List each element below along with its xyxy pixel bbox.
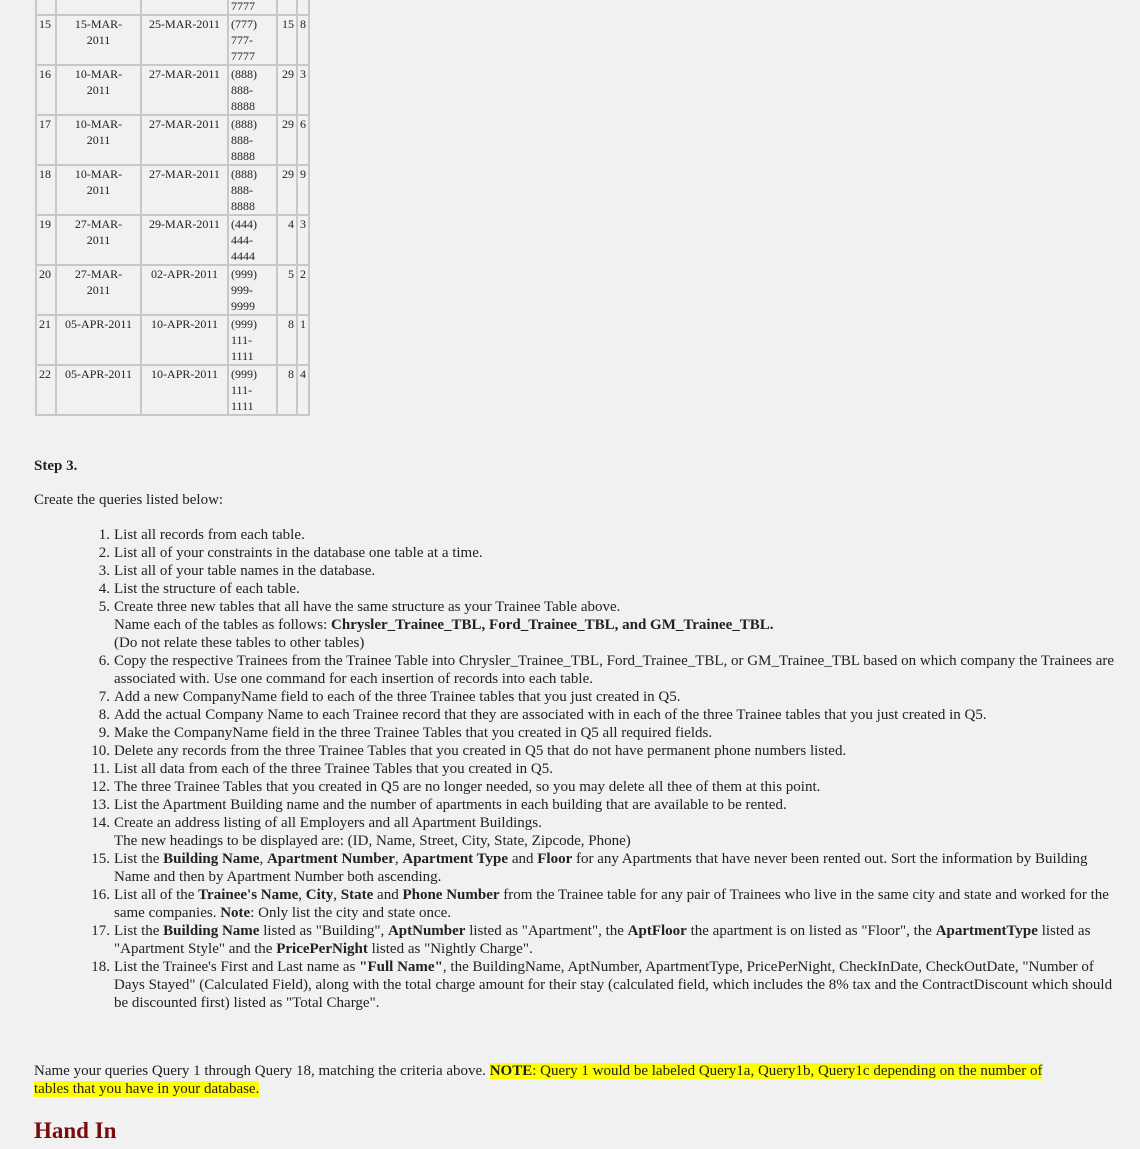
query-text: List the Trainee's First and Last name as "Full Name", the BuildingName, AptNumber, ApartmentType, PricePerNight, CheckInDate, CheckOutDate, "Number of Days Stayed" (Calculated Field), along with the total charge amount for their stay (calculated field, which includes the 8% tax and the ContractDiscount which should be discounted first) listed as "Total Charge".	[114, 959, 1113, 1011]
query-text: List all of the Trainee's Name, City, State and Phone Number from the Trainee table for any pair of Trainees who live in the same city and state and worked for the same companies. Note: Only list the city and state once.	[114, 887, 1109, 921]
table-row	[36, 165, 309, 215]
query-number: 16.	[91, 887, 110, 903]
table-cell-end	[141, 0, 228, 15]
table-cell-n1	[277, 0, 297, 15]
naming-instructions	[34, 1062, 1044, 1098]
table-cell-n2	[297, 0, 309, 15]
query-item	[98, 688, 1124, 706]
query-item	[98, 544, 1124, 562]
query-number: 15.	[91, 851, 110, 867]
table-cell-n2: 1	[297, 315, 309, 365]
table-cell-end: 25-MAR-2011	[141, 15, 228, 65]
table-cell-start: 27-MAR- 2011	[56, 265, 141, 315]
table-cell-phone: (888) 888- 8888	[228, 115, 277, 165]
query-text: Copy the respective Trainees from the Trainee Table into Chrysler_Trainee_TBL, Ford_Trainee_TBL, or GM_Trainee_TBL based on which company the Trainees are associated with. Use one command for each insertion of records into each table.	[114, 653, 1115, 687]
table-cell-n1: 8	[277, 315, 297, 365]
table-row	[36, 15, 309, 65]
query-text: List the structure of each table.	[114, 581, 300, 597]
query-number: 14.	[91, 815, 110, 831]
query-item	[98, 598, 1124, 652]
query-item	[91, 850, 1124, 886]
table-cell-id: 19	[36, 215, 56, 265]
table-cell-start: 05-APR-2011	[56, 365, 141, 415]
table-cell-n2: 3	[297, 65, 309, 115]
query-number: 3.	[98, 563, 110, 579]
table-row	[36, 315, 309, 365]
query-text: Create three new tables that all have the same structure as your Trainee Table above. Name each of the tables as follows: Chrysler_Trainee_TBL, Ford_Trainee_TBL, and GM_Trainee_TBL. (Do not relate these tables to other tables)	[114, 599, 774, 651]
table-cell-id: 20	[36, 265, 56, 315]
query-number: 8.	[98, 707, 110, 723]
table-cell-phone: (777) 777- 7777	[228, 15, 277, 65]
query-text: List all of your constraints in the database one table at a time.	[114, 545, 483, 561]
table-cell-n2: 9	[297, 165, 309, 215]
table-cell-id	[36, 0, 56, 15]
table-cell-phone: (999) 999- 9999	[228, 265, 277, 315]
query-number: 18.	[91, 959, 110, 975]
query-number: 12.	[91, 779, 110, 795]
table-cell-start: 27-MAR- 2011	[56, 215, 141, 265]
naming-prefix: Name your queries Query 1 through Query 18, matching the criteria above.	[34, 1063, 490, 1079]
table-cell-n1: 5	[277, 265, 297, 315]
query-text: The three Trainee Tables that you created in Q5 are no longer needed, so you may delete all thee of them at this point.	[114, 779, 821, 795]
query-number: 6.	[98, 653, 110, 669]
query-text: Add a new CompanyName field to each of the three Trainee tables that you just created in Q5.	[114, 689, 681, 705]
table-row	[36, 365, 309, 415]
query-item	[91, 958, 1124, 1012]
query-text: Create an address listing of all Employers and all Apartment Buildings. The new headings to be displayed are: (ID, Name, Street, City, State, Zipcode, Phone)	[114, 815, 631, 849]
query-item	[91, 922, 1124, 958]
table-cell-start: 05-APR-2011	[56, 315, 141, 365]
table-cell-end: 10-APR-2011	[141, 315, 228, 365]
table-cell-start	[56, 0, 141, 15]
table-cell-phone: (888) 888- 8888	[228, 165, 277, 215]
trainee-stay-table-wrapper	[35, 0, 310, 416]
table-cell-end: 10-APR-2011	[141, 365, 228, 415]
query-item	[98, 526, 1124, 544]
query-number: 17.	[91, 923, 110, 939]
query-item	[91, 760, 1124, 778]
query-item	[91, 814, 1124, 850]
table-cell-id: 21	[36, 315, 56, 365]
query-number: 10.	[91, 743, 110, 759]
query-number: 2.	[98, 545, 110, 561]
query-item	[98, 580, 1124, 598]
table-cell-end: 02-APR-2011	[141, 265, 228, 315]
trainee-stay-table	[35, 0, 310, 416]
query-text: Add the actual Company Name to each Trainee record that they are associated with in each of the three Trainee tables that you just created in Q5.	[114, 707, 987, 723]
query-text: List the Building Name listed as "Building", AptNumber listed as "Apartment", the AptFloor the apartment is on listed as "Floor", the ApartmentType listed as "Apartment Style" and the PricePerNight listed as "Nightly Charge".	[114, 923, 1091, 957]
table-cell-n2: 8	[297, 15, 309, 65]
table-cell-start: 10-MAR- 2011	[56, 115, 141, 165]
naming-note-label: NOTE	[489, 1063, 533, 1079]
table-cell-phone: 7777	[228, 0, 277, 15]
table-cell-end: 27-MAR-2011	[141, 115, 228, 165]
table-cell-end: 27-MAR-2011	[141, 165, 228, 215]
table-cell-n2: 4	[297, 365, 309, 415]
query-item	[98, 652, 1124, 688]
table-cell-n1: 15	[277, 15, 297, 65]
table-row	[36, 65, 309, 115]
table-row	[36, 215, 309, 265]
table-cell-start: 15-MAR- 2011	[56, 15, 141, 65]
table-cell-id: 17	[36, 115, 56, 165]
step-heading: Step 3.	[34, 458, 78, 474]
query-number: 9.	[98, 725, 110, 741]
table-cell-n1: 29	[277, 115, 297, 165]
table-cell-phone: (999) 111- 1111	[228, 365, 277, 415]
query-text: List all of your table names in the database.	[114, 563, 376, 579]
table-row	[36, 265, 309, 315]
query-number: 7.	[98, 689, 110, 705]
table-cell-n1: 29	[277, 165, 297, 215]
query-item	[98, 706, 1124, 724]
table-cell-id: 15	[36, 15, 56, 65]
table-cell-n2: 2	[297, 265, 309, 315]
table-cell-phone: (444) 444- 4444	[228, 215, 277, 265]
table-cell-end: 27-MAR-2011	[141, 65, 228, 115]
query-text: Make the CompanyName field in the three Trainee Tables that you created in Q5 all required fields.	[114, 725, 713, 741]
table-cell-n1: 29	[277, 65, 297, 115]
query-number: 13.	[91, 797, 110, 813]
naming-note-text: : Query 1 would be labeled Query1a, Query1b, Query1c depending on the number of tables that you have in your database.	[34, 1063, 1043, 1097]
table-cell-id: 22	[36, 365, 56, 415]
query-item	[98, 724, 1124, 742]
query-number: 5.	[98, 599, 110, 615]
table-cell-end: 29-MAR-2011	[141, 215, 228, 265]
query-text: List the Building Name, Apartment Number, Apartment Type and Floor for any Apartments that have never been rented out. Sort the information by Building Name and then by Apartment Number both ascending.	[114, 851, 1088, 885]
query-text: List all records from each table.	[114, 527, 305, 543]
query-item	[91, 886, 1124, 922]
table-cell-id: 16	[36, 65, 56, 115]
table-cell-start: 10-MAR- 2011	[56, 165, 141, 215]
table-cell-n2: 3	[297, 215, 309, 265]
query-item	[91, 778, 1124, 796]
table-cell-phone: (999) 111- 1111	[228, 315, 277, 365]
table-cell-n2: 6	[297, 115, 309, 165]
query-list	[91, 526, 1124, 1012]
step-intro: Create the queries listed below:	[34, 492, 224, 508]
query-number: 4.	[98, 581, 110, 597]
hand-in-heading: Hand In	[34, 1118, 117, 1143]
table-cell-n1: 4	[277, 215, 297, 265]
table-cell-phone: (888) 888- 8888	[228, 65, 277, 115]
query-item	[91, 796, 1124, 814]
query-number: 1.	[98, 527, 110, 543]
table-cell-id: 18	[36, 165, 56, 215]
table-cell-start: 10-MAR- 2011	[56, 65, 141, 115]
query-text: Delete any records from the three Trainee Tables that you created in Q5 that do not have permanent phone numbers listed.	[114, 743, 847, 759]
query-text: List all data from each of the three Trainee Tables that you created in Q5.	[114, 761, 553, 777]
query-number: 11.	[91, 761, 110, 777]
table-cell-n1: 8	[277, 365, 297, 415]
table-row	[36, 0, 309, 15]
query-item	[98, 562, 1124, 580]
query-text: List the Apartment Building name and the number of apartments in each building that are available to be rented.	[114, 797, 787, 813]
query-item	[91, 742, 1124, 760]
table-row	[36, 115, 309, 165]
